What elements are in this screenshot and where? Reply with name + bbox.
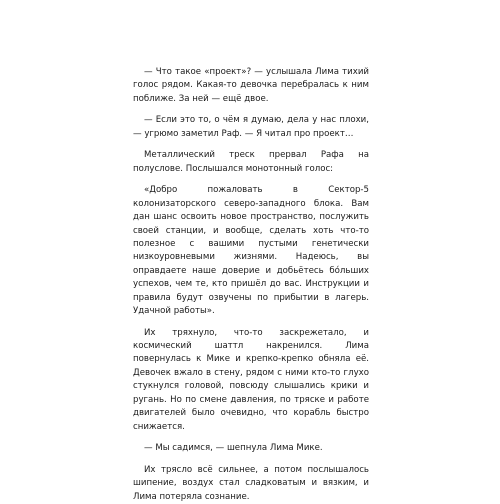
page-text-block [133, 66, 369, 504]
paragraph-2: — Если это то, о чём я думаю, дела у нас плохи, — угрюмо заметил Раф. — Я читал про проект… [133, 115, 369, 139]
paragraph-6: — Мы садимся, — шепнула Лима Мике. [144, 443, 323, 454]
paragraph-3: Металлический треск прервал Рафа на полуслове. Послышался монотонный голос: [133, 150, 369, 174]
paragraph-5: Их тряхнуло, что-то заскрежетало, и космический шаттл накренился. Лима повернулась к Мике и крепко-крепко обняла её. Девочек вжало в стену, рядом с ними кто-то глухо стукнулся головой, повсюду слышались крики и ругань. Но по смене давления, по тряске и работе двигателей было очевидно, что корабль быстро снижается. [133, 327, 369, 432]
paragraph-1: — Что такое «проект»? — услышала Лима тихий голос рядом. Какая-то девочка перебралась к ним поближе. За ней — ещё двое. [133, 67, 369, 104]
paragraph-7: Их трясло всё сильнее, а потом послышалось шипение, воздух стал сладковатым и вязким, и Лима потеряла сознание. [133, 464, 369, 502]
paragraph-4: «Добро пожаловать в Сектор-5 колонизаторского северо-западного блока. Вам дан шанс освоить новое пространство, послужить своей станции, и вообще, сделать хоть что-то полезное с вашими пустыми генетически низкоуровневыми жизнями. Надеюсь, вы оправдаете наше доверие и добьётесь бо́льших успехов, чем те, кто пришёл до вас. Инструкции и правила будут озвучены по прибытии в лагерь. Удачной работы». [133, 185, 369, 317]
